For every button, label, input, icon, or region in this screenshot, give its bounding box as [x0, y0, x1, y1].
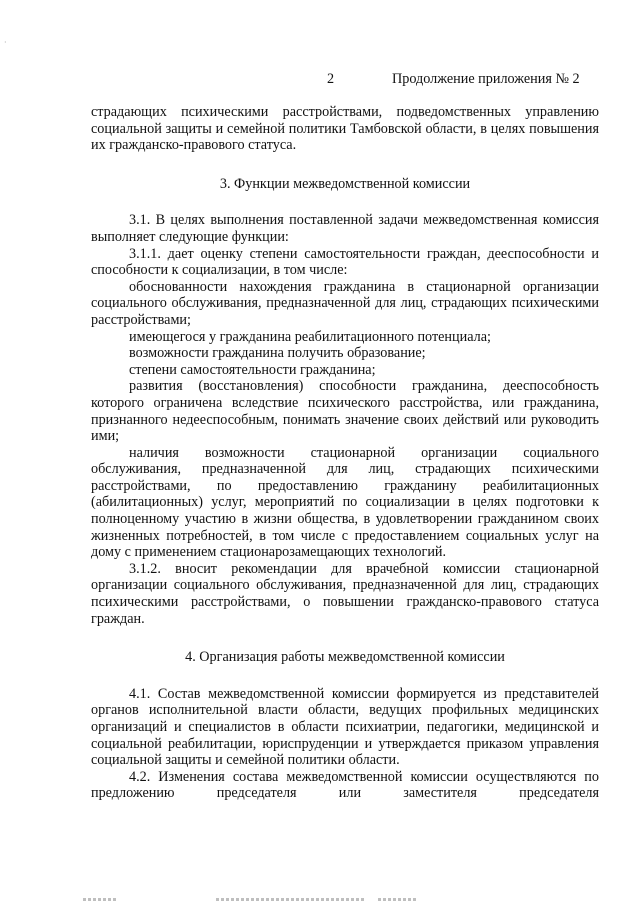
function-item-3: возможности гражданина получить образование;	[129, 345, 426, 362]
intro-paragraph: страдающих психическими расстройствами, подведомственных управлению социальной защиты и семейной политики Тамбовской области, в целях повышения их гражданско-правового статуса.	[91, 104, 599, 154]
function-item-5: развития (восстановления) способности гражданина, дееспособность которого ограничена вследствие психического расстройства, или гражданина, признанного недееспособным, понимать значение своих действий или руководить ими;	[91, 378, 599, 445]
page-header	[0, 71, 640, 91]
clause-4-1: 4.1. Состав межведомственной комиссии формируется из представителей органов исполнительной власти области, ведущих профильных медицинских организаций и специалистов в области психиатрии, педагогики, медицинской и социальной реабилитации, юриспруденции и утверждается приказом управления социальной защиты и семейной политики области.	[91, 685, 599, 769]
clause-4-2: 4.2. Изменения состава межведомственной комиссии осуществляются по предложению председателя или заместителя председателя	[91, 768, 599, 802]
function-item-2: имеющегося у гражданина реабилитационного потенциала;	[129, 328, 491, 345]
document-body	[91, 104, 599, 802]
clause-3-1-1: 3.1.1. дает оценку степени самостоятельности граждан, дееспособности и способности к социализации, в том числе:	[91, 245, 599, 279]
scan-footer-artifact	[378, 898, 418, 901]
scan-footer-artifact	[216, 898, 366, 901]
appendix-continuation-label: Продолжение приложения № 2	[392, 71, 580, 87]
clause-3-1: 3.1. В целях выполнения поставленной задачи межведомственная комиссия выполняет следующие функции:	[91, 212, 599, 245]
section-4-heading: 4. Организация работы межведомственной комиссии	[185, 649, 505, 666]
function-item-6: наличия возможности стационарной организации социального обслуживания, предназначенной для лиц, страдающих психическими расстройствами, по предоставлению гражданину реабилитационных (абилитационных) услуг, мероприятий по социализации в целях подготовки к полноценному участию в жизни общества, в удовлетворении гражданином своих жизненных потребностей, в том числе с предоставлением социальных услуг на дому с применением стационарозамещающих технологий.	[91, 444, 599, 561]
scan-footer-artifact	[83, 898, 117, 901]
clause-3-1-2: 3.1.2. вносит рекомендации для врачебной комиссии стационарной организации социального обслуживания, предназначенной для лиц, страдающих психическими расстройствами, о повышении гражданско-правового статуса граждан.	[91, 560, 599, 627]
page-number: 2	[327, 71, 335, 87]
section-3-heading: 3. Функции межведомственной комиссии	[219, 175, 471, 192]
scan-edge-mark: ·	[4, 38, 7, 47]
function-item-4: степени самостоятельности гражданина;	[129, 361, 376, 378]
function-item-1: обоснованности нахождения гражданина в стационарной организации социального обслуживания, предназначенной для лиц, страдающих психическими расстройствами;	[91, 278, 599, 328]
